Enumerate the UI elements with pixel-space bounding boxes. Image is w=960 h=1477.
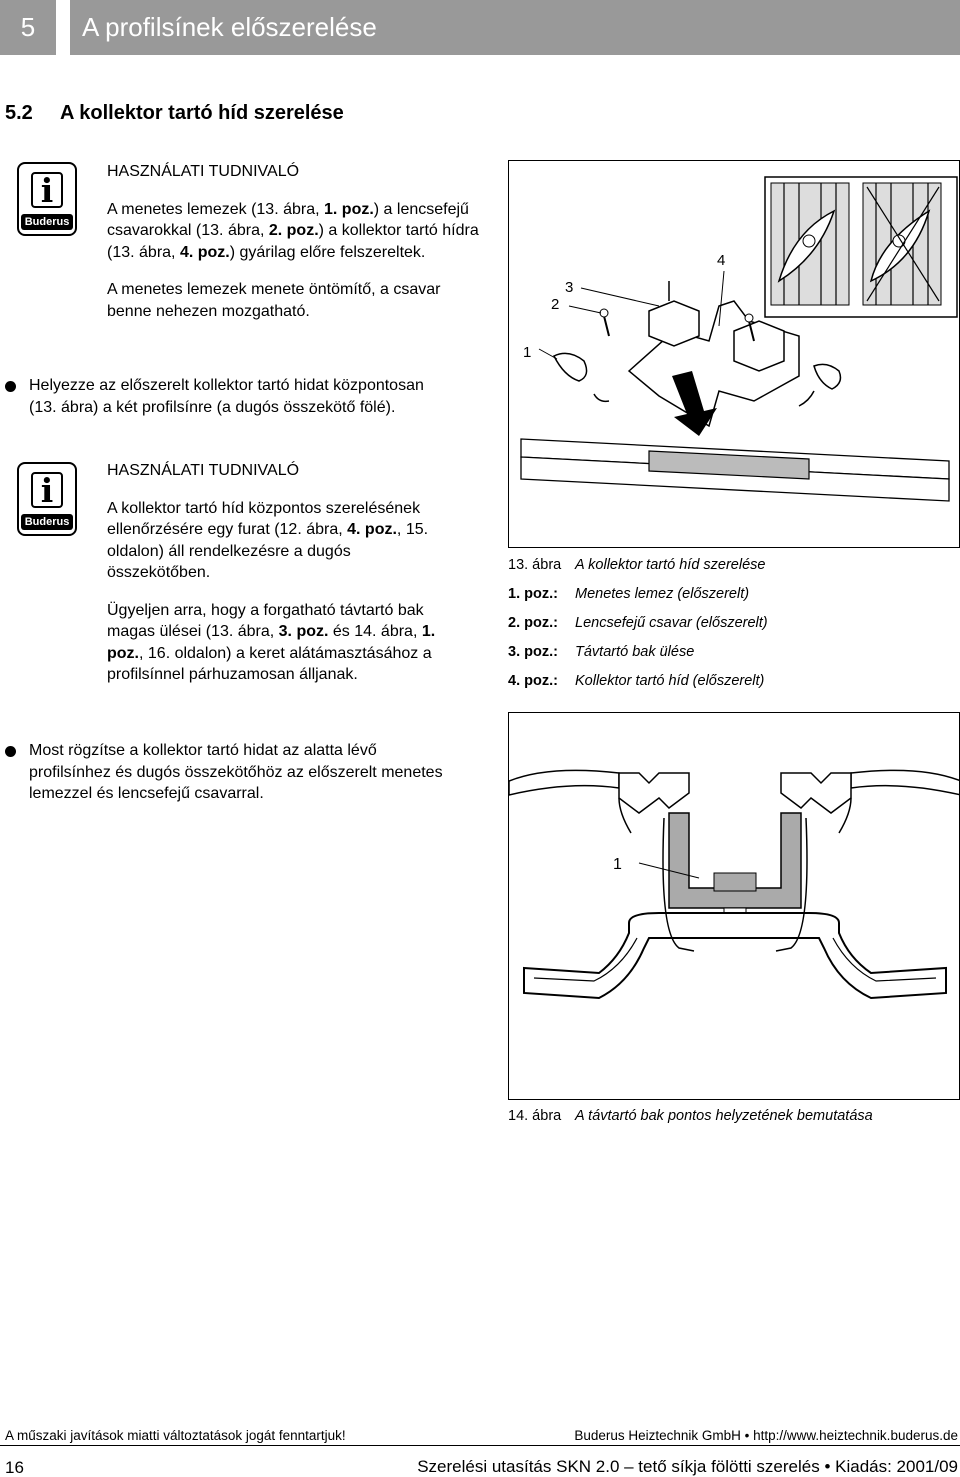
footer-rule — [0, 1445, 960, 1446]
threaded-plate-left — [554, 353, 587, 381]
figure-14-caption — [508, 1108, 873, 1137]
buderus-logo: Buderus — [21, 514, 73, 530]
notice-block-1 — [107, 161, 487, 338]
clamp-right — [781, 773, 851, 813]
notice-heading: HASZNÁLATI TUDNIVALÓ — [107, 462, 300, 479]
callout-1: 1 — [523, 344, 532, 361]
spacer-section-drawing — [509, 713, 960, 1100]
text-run: Ügyeljen arra, hogy a forgatható távtartó bak magas ülései (13. ábra, — [107, 601, 424, 640]
instruction-bullet — [5, 375, 445, 418]
bullet-dot — [5, 381, 16, 392]
notice-paragraph — [107, 600, 437, 686]
figure-13-caption — [508, 557, 768, 702]
notice-paragraph: A menetes lemezek menete öntömítő, a csavar benne nehezen mozgatható. — [107, 281, 441, 320]
bold-run: 3. poz. — [278, 623, 329, 640]
caption-text: A kollektor tartó híd szerelése — [575, 557, 766, 573]
chapter-number: 5 — [0, 0, 56, 55]
section-number: 5.2 — [5, 102, 33, 124]
page-number: 16 — [5, 1458, 24, 1477]
section-heading — [5, 102, 344, 125]
legend-value: Menetes lemez (előszerelt) — [575, 586, 750, 602]
legend-key: 4. poz.: — [508, 673, 558, 689]
info-glyph: i — [40, 471, 54, 510]
bullet-text: Most rögzítse a kollektor tartó hidat az alatta lévő profilsínhez és dugós összekötőhöz az előszerelt menetes lemezzel és lencsefejű csavarral. — [29, 742, 443, 802]
bold-run: 1. poz. — [324, 200, 374, 218]
caption-row — [508, 1108, 873, 1137]
bullet-dot — [5, 746, 16, 757]
info-glyph-box — [31, 472, 63, 508]
caption-row — [508, 557, 768, 586]
threaded-plate-right — [814, 364, 840, 389]
instruction-bullet — [5, 740, 445, 805]
bridge-body — [629, 301, 799, 426]
legend-key: 3. poz.: — [508, 644, 558, 660]
legend-value: Kollektor tartó híd (előszerelt) — [575, 673, 765, 689]
footer-notice: A műszaki javítások miatti változtatások jogát fenntartjuk! — [5, 1428, 346, 1443]
profile-rail-section — [524, 913, 946, 998]
info-icon — [17, 462, 77, 536]
footer-company: Buderus Heiztechnik GmbH • http://www.heiztechnik.buderus.de — [574, 1428, 958, 1443]
info-icon — [17, 162, 77, 236]
rotate-arrow-icon — [594, 394, 609, 401]
text-run: és 14. ábra, — [328, 623, 422, 640]
callout-3: 3 — [565, 279, 574, 296]
text-run: , 16. oldalon) a keret alátámasztásához a profilsínnel párhuzamosan álljanak. — [107, 644, 432, 683]
legend-row — [508, 644, 768, 673]
figure-14-illustration — [508, 712, 960, 1100]
text-run: ) a lencsefejű csavarokkal (13. ábra, — [107, 200, 469, 239]
callout-2: 2 — [551, 296, 560, 313]
buderus-logo: Buderus — [21, 214, 73, 230]
bullet-text: Helyezze az előszerelt kollektor tartó hidat központosan (13. ábra) a két profilsínre (a dugós összekötő fölé). — [29, 377, 424, 416]
legend-row — [508, 673, 768, 702]
legend-row — [508, 586, 768, 615]
footer-document-title: Szerelési utasítás SKN 2.0 – tető síkja fölötti szerelés • Kiadás: 2001/09 — [417, 1457, 958, 1476]
legend-value: Távtartó bak ülése — [575, 644, 695, 660]
notice-paragraph — [107, 199, 487, 264]
caption-text: A távtartó bak pontos helyzetének bemutatása — [575, 1108, 873, 1124]
notice-block-2 — [107, 460, 437, 702]
bold-run: 4. poz. — [347, 521, 397, 538]
section-title: A kollektor tartó híd szerelése — [60, 102, 344, 124]
screw-icon — [604, 316, 609, 336]
callout-4: 4 — [717, 252, 726, 269]
spacer-stand — [669, 813, 801, 908]
clamp-left — [619, 773, 689, 813]
legend-key: 1. poz.: — [508, 586, 558, 602]
caption-label: 14. ábra — [508, 1108, 562, 1124]
legend-row — [508, 615, 768, 644]
caption-label: 13. ábra — [508, 557, 562, 573]
text-run: A kollektor tartó híd központos szerelésének ellenőrzésére egy furat (12. ábra, — [107, 499, 421, 538]
figure-13-illustration — [508, 160, 960, 548]
bold-run: 2. poz. — [268, 222, 319, 239]
legend-value: Lencsefejű csavar (előszerelt) — [575, 615, 768, 631]
text-run: A menetes lemezek (13. ábra, — [107, 200, 324, 218]
info-glyph: i — [40, 171, 54, 210]
bold-run: 4. poz. — [179, 243, 230, 261]
bridge-assembly-drawing — [509, 161, 960, 548]
chapter-title: A profilsínek előszerelése — [70, 0, 960, 55]
text-run: , 15. oldalon) áll rendelkezésre a dugós összekötőben. — [107, 521, 429, 581]
bold-run: 1. poz. — [107, 623, 436, 662]
text-run: ) a kollektor tartó hídra (13. ábra, — [107, 222, 479, 261]
callout-1: 1 — [613, 856, 622, 873]
text-run: ) gyárilag előre felszereltek. — [229, 243, 426, 261]
legend-key: 2. poz.: — [508, 615, 558, 631]
notice-heading: HASZNÁLATI TUDNIVALÓ — [107, 163, 300, 180]
notice-paragraph — [107, 498, 437, 584]
rotate-arrow-icon — [799, 391, 814, 406]
info-glyph-box — [31, 172, 63, 208]
